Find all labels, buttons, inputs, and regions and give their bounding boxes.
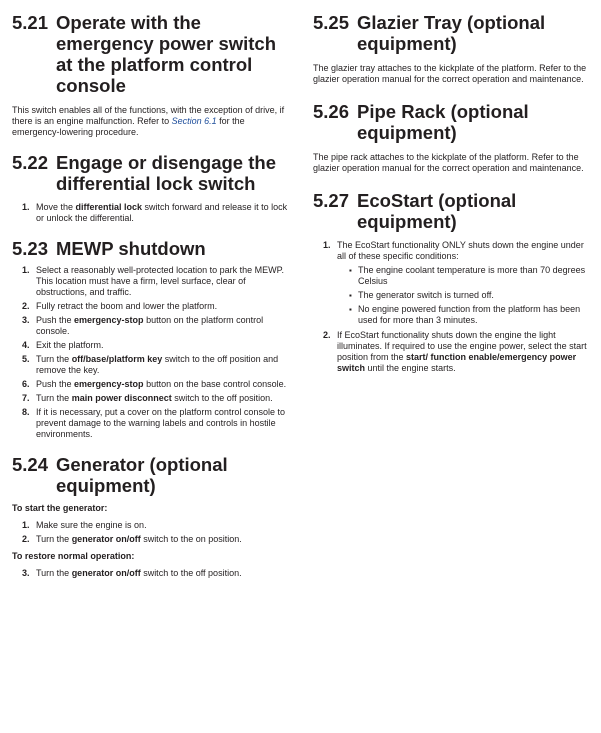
step-number: 2. [22, 301, 30, 311]
step-text: switch to the off position. [140, 568, 242, 578]
list-item [12, 340, 292, 351]
section-number: 5.22 [12, 152, 49, 173]
section-number: 5.24 [12, 454, 49, 475]
step-text: If it is necessary, put a cover on the platform control console to prevent damage to the warning labels and controls in hostile environments. [36, 407, 285, 439]
list-item [12, 202, 292, 224]
control-name: generator on/off [71, 534, 141, 544]
text-part: This switch enables all of the functions, with the exception of drive, if there is an engine malfunction. Refer to [12, 105, 285, 126]
section-5-21-text [12, 105, 292, 138]
list-item [12, 379, 292, 390]
step-number: 3. [22, 315, 30, 325]
step-text: Push the [36, 379, 75, 389]
step-text: Turn the [36, 568, 72, 578]
section-title: Glazier Tray (optional equipment) [357, 12, 546, 54]
section-6-1-link[interactable]: Section 6.1 [171, 116, 217, 126]
control-name: main power disconnect [71, 393, 172, 403]
step-text: switch forward and release it to lock or unlock the differential. [36, 202, 288, 223]
step-number: 6. [22, 379, 30, 389]
list-item [313, 304, 591, 326]
step-text: Turn the [36, 534, 72, 544]
list-item [12, 354, 292, 376]
restore-operation-steps [12, 568, 292, 579]
start-generator-heading: To start the generator: [12, 503, 108, 513]
step-text: until the engine starts. [365, 363, 456, 373]
step-number: 1. [22, 520, 30, 530]
step-text: Exit the platform. [36, 340, 104, 350]
bullet-text: No engine powered function from the platform has been used for more than 3 minutes. [358, 304, 581, 325]
step-number: 2. [323, 330, 331, 340]
step-text: button on the platform control console. [36, 315, 264, 336]
section-5-21-heading [12, 12, 292, 96]
start-generator-steps [12, 520, 292, 545]
list-item [313, 240, 591, 262]
step-number: 3. [22, 568, 30, 578]
step-number: 5. [22, 354, 30, 364]
control-name: off/base/platform key [71, 354, 163, 364]
step-text: If EcoStart functionality shuts down the engine the light illuminates. If required to use the engine power, select the start position from the [337, 330, 587, 362]
section-5-22-steps [12, 202, 292, 224]
section-number: 5.25 [313, 12, 350, 33]
step-text: switch to the off position and remove the key. [36, 354, 279, 375]
step-number: 8. [22, 407, 30, 417]
left-column [12, 0, 292, 579]
list-item [313, 290, 591, 301]
section-number: 5.27 [313, 190, 350, 211]
section-5-24-heading [12, 454, 292, 496]
section-title: Generator (optional equipment) [56, 454, 228, 496]
section-title: Engage or disengage the differential lock switch [56, 152, 276, 194]
step-number: 2. [22, 534, 30, 544]
section-number: 5.21 [12, 12, 49, 33]
list-item [313, 265, 591, 287]
section-5-27-steps-cont [313, 330, 591, 374]
step-text: button on the base control console. [143, 379, 287, 389]
list-item [12, 393, 292, 404]
step-number: 1. [22, 265, 30, 275]
section-5-25-text: The glazier tray attaches to the kickplate of the platform. Refer to the glazier operation manual for the correct operation and maintenance. [313, 63, 587, 84]
list-item [12, 568, 292, 579]
text-part: for the emergency-lowering procedure. [12, 116, 245, 137]
list-item [12, 534, 292, 545]
bullet-icon: ▪ [349, 266, 352, 275]
bullet-icon: ▪ [349, 305, 352, 314]
list-item [313, 330, 591, 374]
step-number: 7. [22, 393, 30, 403]
bullet-text: The engine coolant temperature is more than 70 degrees Celsius [358, 265, 586, 286]
step-text: switch to the on position. [140, 534, 242, 544]
section-5-27-steps [313, 240, 591, 262]
section-title: EcoStart (optional equipment) [357, 190, 517, 232]
control-name: emergency-stop [74, 379, 144, 389]
section-5-25-heading [313, 12, 591, 54]
list-item [12, 301, 292, 312]
section-5-26-text: The pipe rack attaches to the kickplate of the platform. Refer to the glazier operation manual for the correct operation and maintenance. [313, 152, 584, 173]
control-name: differential lock [75, 202, 143, 212]
section-number: 5.26 [313, 101, 350, 122]
right-column [313, 0, 591, 374]
bullet-text: The generator switch is turned off. [358, 290, 494, 300]
list-item [12, 315, 292, 337]
section-5-23-heading [12, 238, 292, 259]
list-item [12, 265, 292, 298]
bullet-icon: ▪ [349, 291, 352, 300]
condition-bullets [313, 265, 591, 326]
step-number: 4. [22, 340, 30, 350]
step-text: Turn the [36, 393, 72, 403]
section-5-22-heading [12, 152, 292, 194]
section-title: Operate with the emergency power switch at the platform control console [56, 12, 277, 96]
control-name: generator on/off [71, 568, 141, 578]
section-5-27-heading [313, 190, 591, 232]
step-text: switch to the off position. [171, 393, 273, 403]
step-text: Select a reasonably well-protected location to park the MEWP. This location must have a firm, level surface, clear of obstructions, and traffic. [36, 265, 284, 297]
list-item [12, 407, 292, 440]
control-name: start/ function enable/emergency power switch [337, 352, 577, 373]
section-5-23-steps [12, 265, 292, 440]
section-title: MEWP shutdown [56, 238, 206, 259]
step-number: 1. [323, 240, 331, 250]
step-text: Push the [36, 315, 75, 325]
step-text: The EcoStart functionality ONLY shuts down the engine under all of these specific conditions: [337, 240, 584, 261]
step-number: 1. [22, 202, 30, 212]
section-5-26-heading [313, 101, 591, 143]
section-number: 5.23 [12, 238, 49, 259]
step-text: Turn the [36, 354, 72, 364]
control-name: emergency-stop [74, 315, 144, 325]
step-text: Fully retract the boom and lower the platform. [36, 301, 218, 311]
list-item [12, 520, 292, 531]
restore-operation-heading: To restore normal operation: [12, 551, 135, 561]
step-text: Make sure the engine is on. [36, 520, 147, 530]
step-text: Move the [36, 202, 76, 212]
section-title: Pipe Rack (optional equipment) [357, 101, 529, 143]
